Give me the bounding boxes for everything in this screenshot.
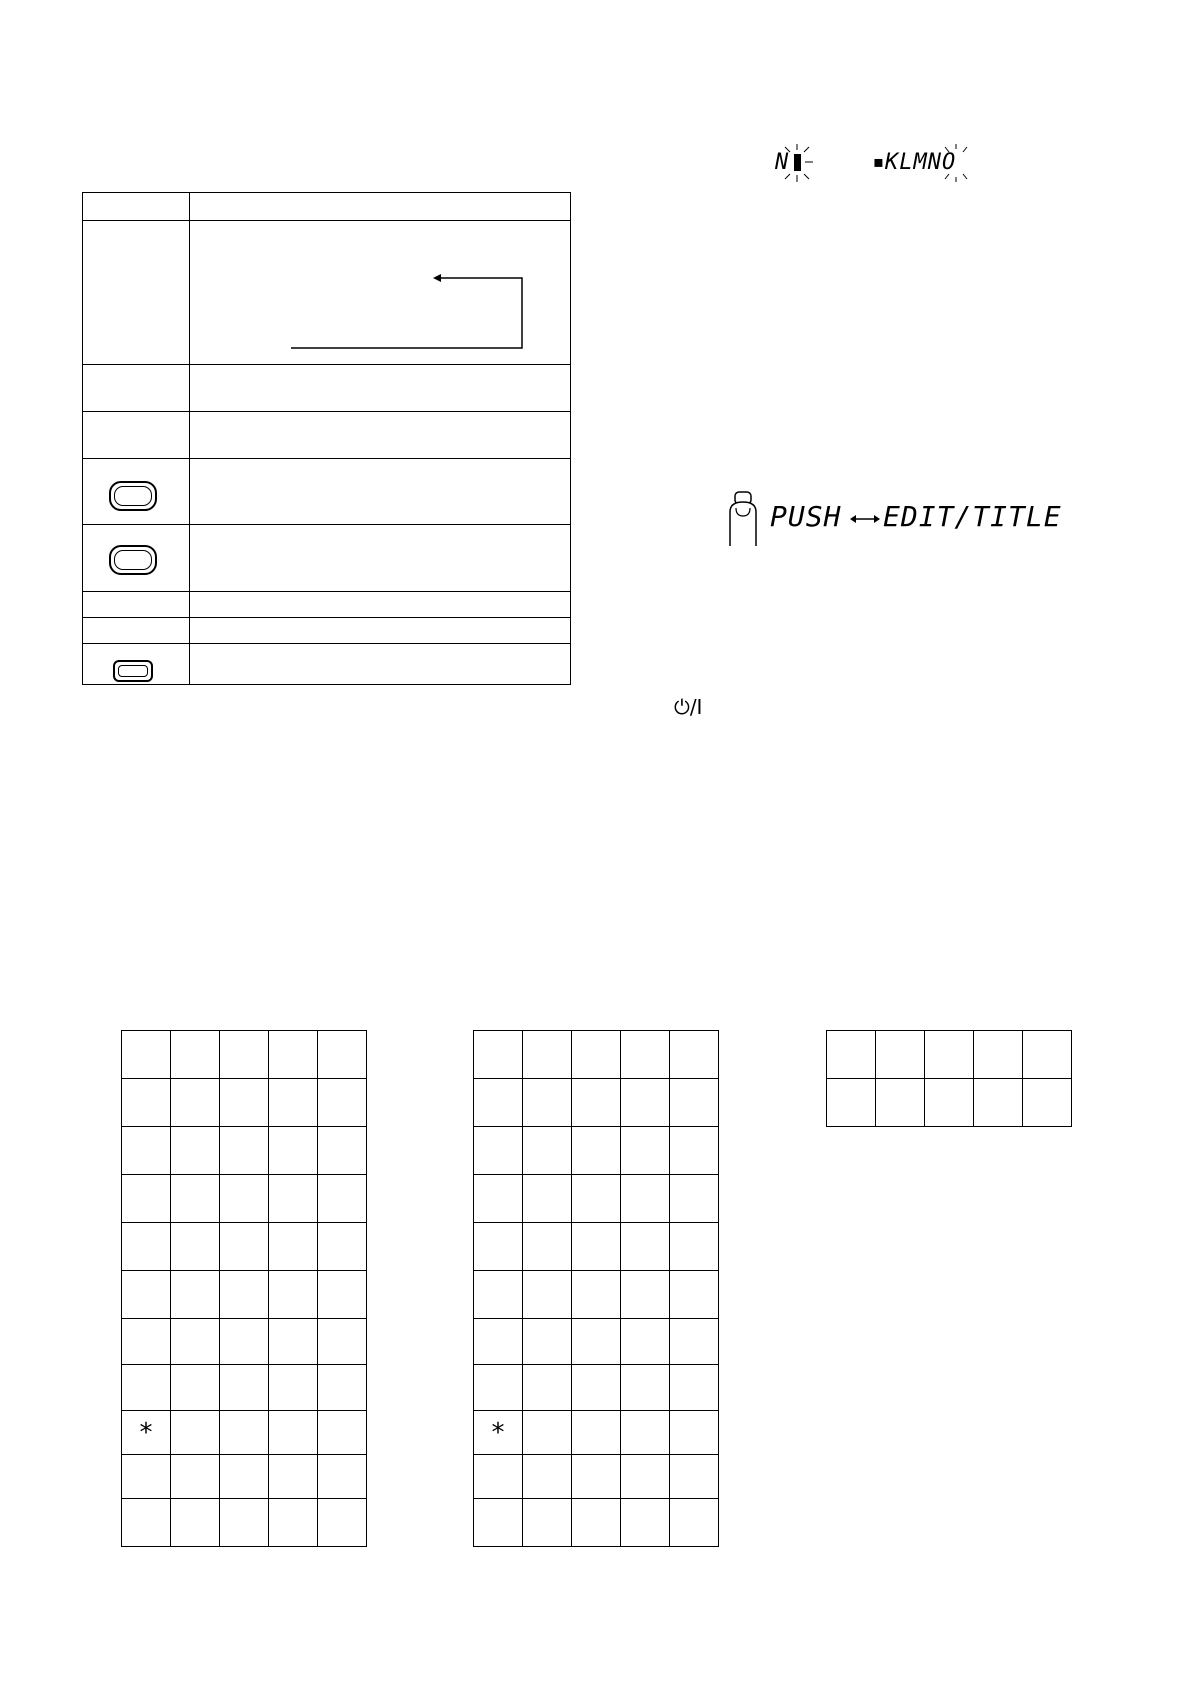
asterisk-mark: * xyxy=(122,1411,171,1455)
character-grid-2 xyxy=(473,1030,719,1547)
table-row xyxy=(83,411,570,458)
table-row xyxy=(83,643,570,686)
display-text-left: N xyxy=(775,150,790,175)
round-button-icon xyxy=(109,481,157,511)
small-button-icon xyxy=(113,660,153,682)
table-row xyxy=(83,524,570,591)
lcd-message-left: PUSH xyxy=(770,500,842,533)
display-sample-right xyxy=(873,142,973,184)
lcd-message-right: EDIT/TITLE xyxy=(883,500,1062,533)
table-row xyxy=(83,364,570,411)
table-row xyxy=(83,458,570,524)
double-arrow-icon xyxy=(850,512,880,526)
loop-arrow-diagram xyxy=(83,221,572,365)
table-header-row xyxy=(83,193,570,220)
table-row xyxy=(83,617,570,643)
character-grid-1 xyxy=(121,1030,367,1547)
table-row xyxy=(83,591,570,617)
function-table xyxy=(82,192,571,685)
power-icon: ⏻/I xyxy=(674,695,703,719)
asterisk-mark: * xyxy=(474,1411,523,1455)
finger-press-icon xyxy=(725,490,765,548)
display-sample-left xyxy=(775,142,835,184)
push-edit-title-illustration xyxy=(725,490,1062,550)
table-row xyxy=(83,220,570,364)
display-text-right: KLMNO xyxy=(885,150,957,175)
blink-indicator-icon xyxy=(941,142,971,184)
round-button-icon xyxy=(109,545,157,575)
character-grid-3 xyxy=(826,1030,1072,1127)
cursor-mark-icon: ▪ xyxy=(873,152,884,171)
